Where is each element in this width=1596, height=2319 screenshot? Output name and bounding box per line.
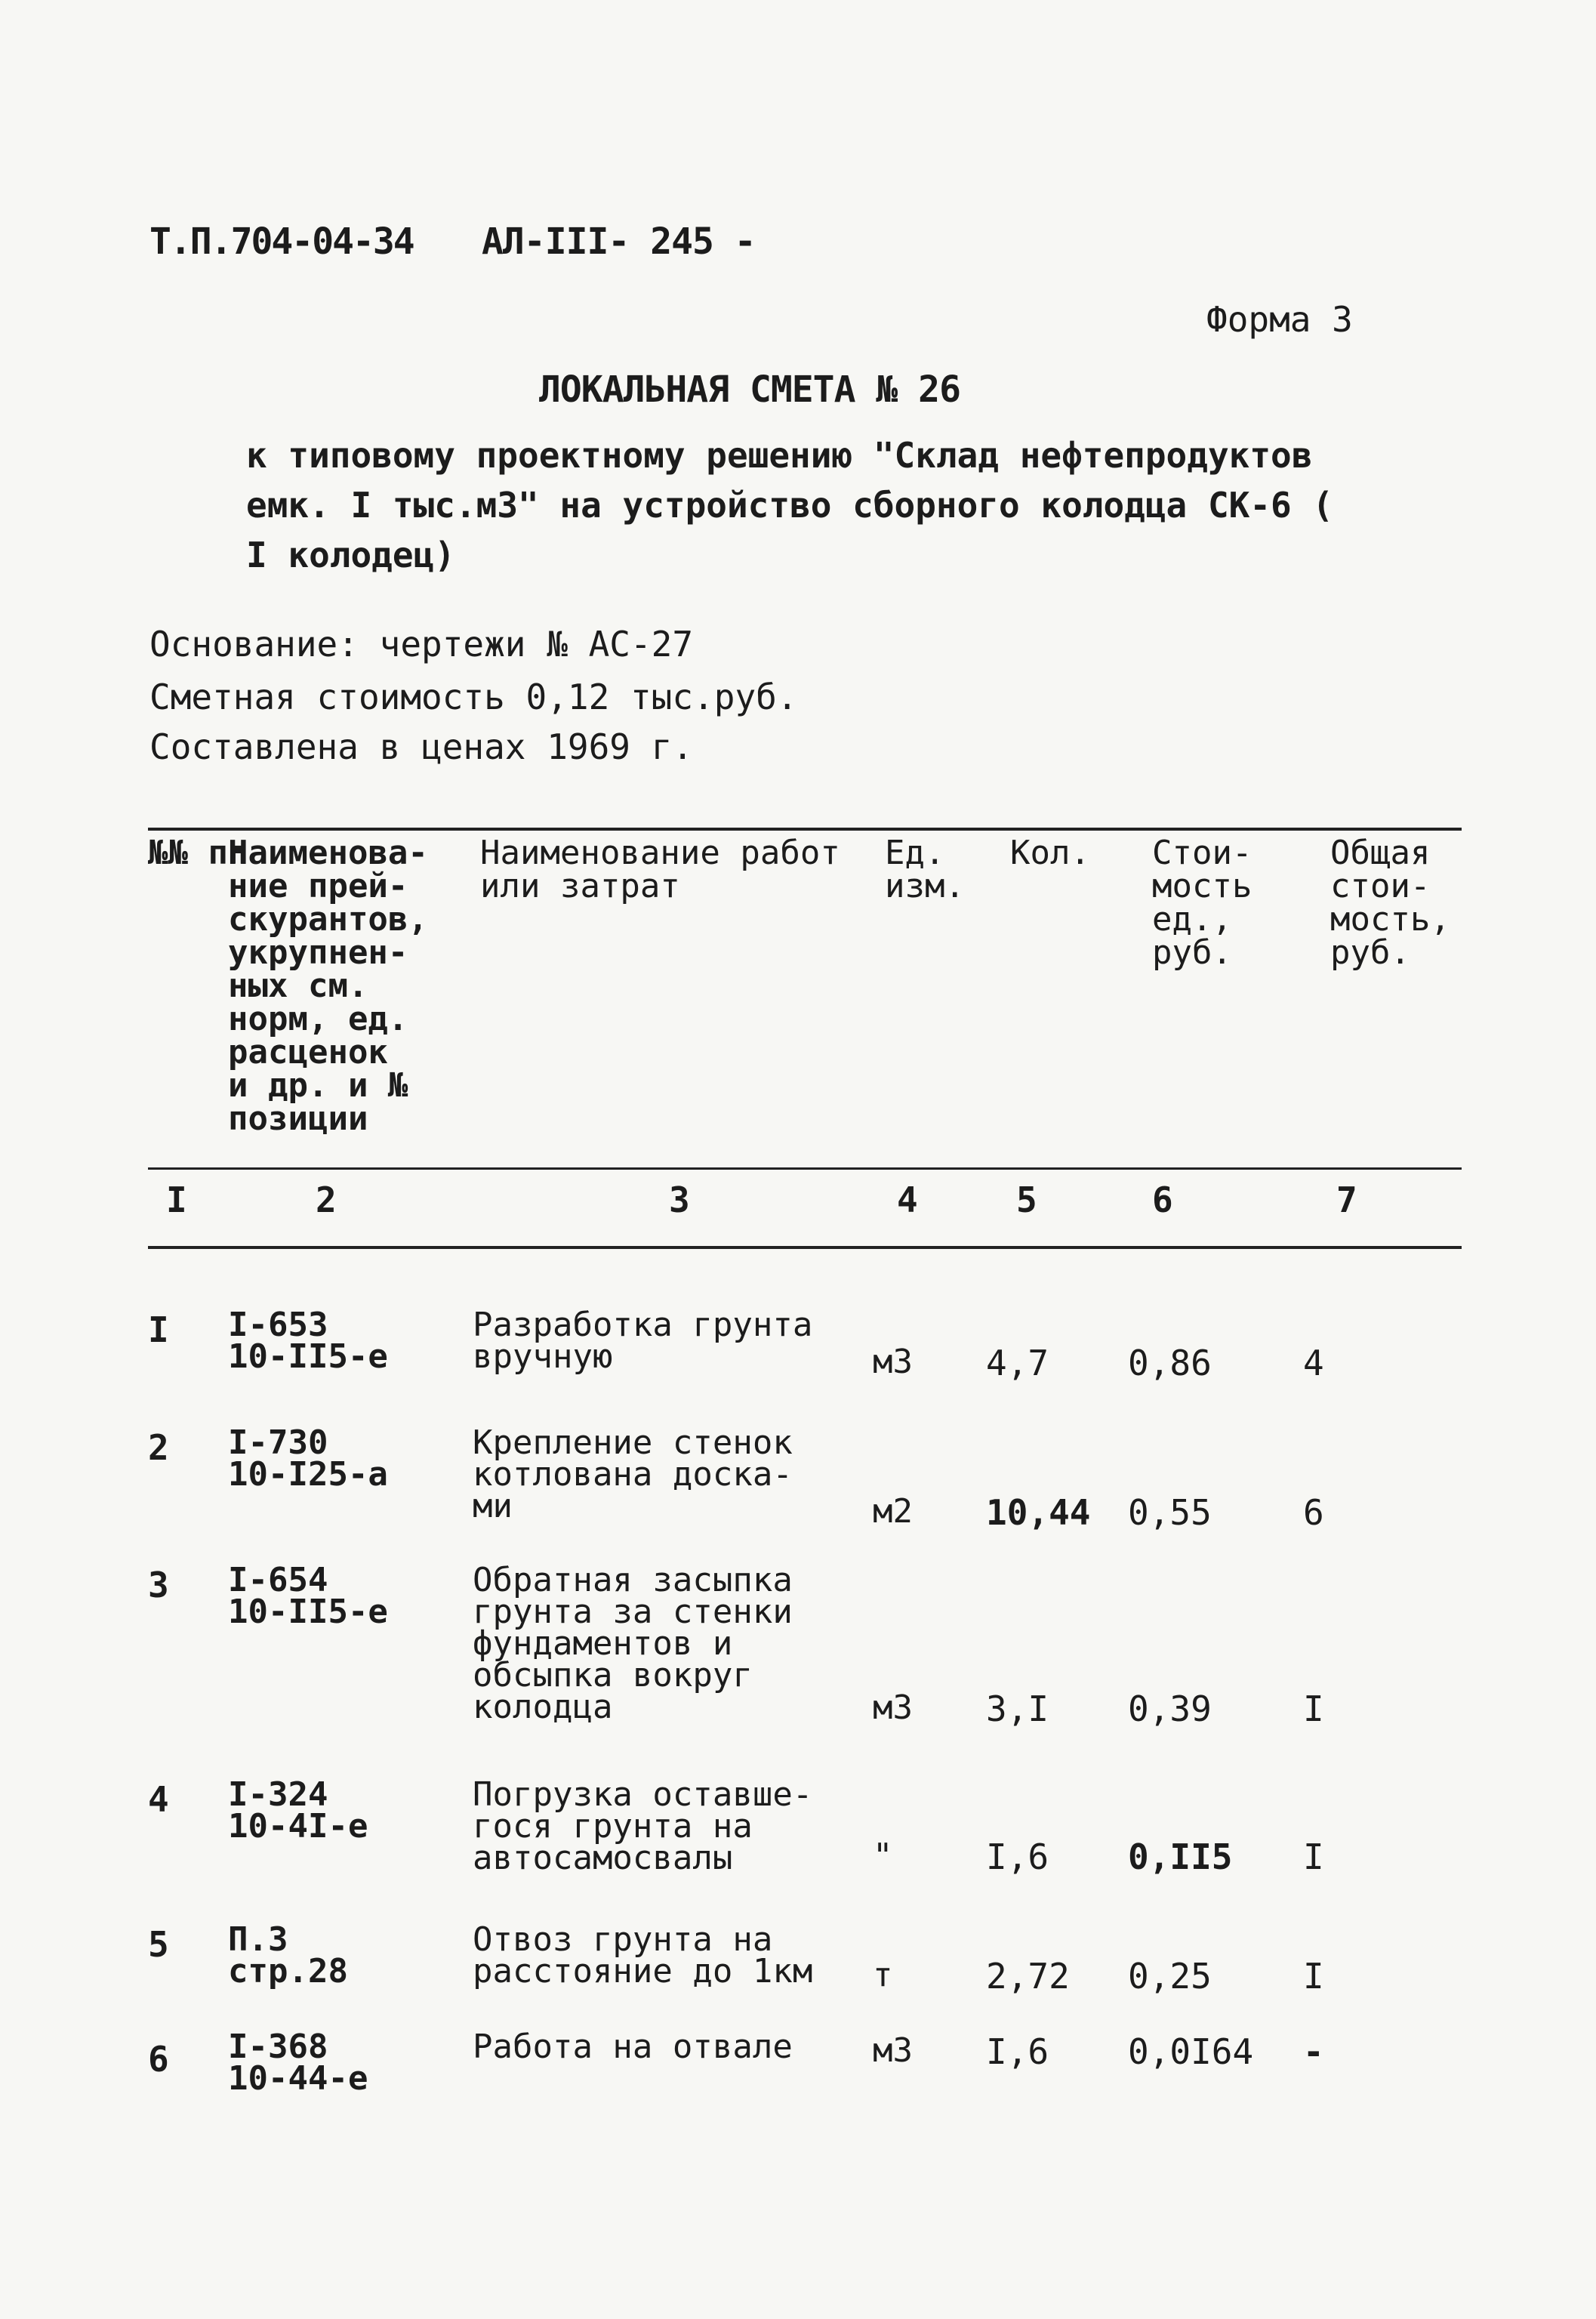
row-total-cost: - xyxy=(1303,2031,1324,2072)
row-unit: т xyxy=(873,1956,893,1994)
row-work-name: Разработка грунта вручную xyxy=(473,1306,813,1376)
row-number: I xyxy=(148,1309,169,1350)
row-unit: " xyxy=(873,1836,893,1875)
column-number-rule xyxy=(148,1246,1462,1249)
column-number-5: 5 xyxy=(1016,1180,1037,1220)
row-total-cost: 4 xyxy=(1303,1343,1324,1383)
row-work-name: Погрузка оставше- гося грунта на автосамосвалы xyxy=(473,1775,813,1877)
form-label: Форма 3 xyxy=(1206,299,1353,340)
document-title: ЛОКАЛЬНАЯ СМЕТА № 26 xyxy=(539,369,960,411)
row-unit: м3 xyxy=(873,1688,913,1727)
row-total-cost: I xyxy=(1303,1688,1324,1729)
row-quantity: I,6 xyxy=(986,2031,1049,2072)
row-work-name: Отвоз грунта на расстояние до 1км xyxy=(473,1920,813,1991)
header-col-6: Стои- мость ед., руб. xyxy=(1152,834,1252,972)
column-number-2: 2 xyxy=(316,1180,337,1220)
row-reference: П.3 стр.28 xyxy=(228,1920,348,1991)
column-number-3: 3 xyxy=(669,1180,690,1220)
row-unit: м3 xyxy=(873,1343,913,1381)
row-quantity: I,6 xyxy=(986,1836,1049,1877)
column-number-6: 6 xyxy=(1152,1180,1173,1220)
row-unit-cost: 0,39 xyxy=(1128,1688,1212,1729)
row-total-cost: 6 xyxy=(1303,1492,1324,1533)
row-number: 4 xyxy=(148,1779,169,1820)
header-col-1: №№ пп xyxy=(148,834,248,872)
row-work-name: Крепление стенок котлована доска- ми xyxy=(473,1423,793,1525)
row-number: 5 xyxy=(148,1924,169,1965)
row-unit: м3 xyxy=(873,2031,913,2070)
row-quantity: 10,44 xyxy=(986,1492,1091,1533)
row-quantity: 3,I xyxy=(986,1688,1049,1729)
column-number-7: 7 xyxy=(1336,1180,1357,1220)
header-col-4: Ед. изм. xyxy=(885,834,965,905)
row-number: 3 xyxy=(148,1565,169,1605)
row-reference: I-730 10-I25-а xyxy=(228,1423,388,1494)
header-col-2: Наименова- ние прей- скурантов, укрупнен- ных см. норм, ед. расценок и др. и № позиции xyxy=(228,834,428,1138)
column-number-4: 4 xyxy=(897,1180,918,1220)
document-code: Т.П.704-04-34 xyxy=(149,220,414,263)
sheet-number: АЛ-III- 245 - xyxy=(482,220,756,263)
header-bottom-rule xyxy=(148,1167,1462,1170)
document-subtitle: к типовому проектному решению "Склад нефтепродуктов емк. I тыс.м3" на устройство сборного колодца СК-6 ( I колодец) xyxy=(246,435,1334,575)
row-unit-cost: 0,86 xyxy=(1128,1343,1212,1383)
estimated-cost-line: Сметная стоимость 0,12 тыс.руб. xyxy=(149,677,798,717)
row-unit-cost: 0,25 xyxy=(1128,1956,1212,1997)
price-level-line: Составлена в ценах 1969 г. xyxy=(149,726,694,767)
table-top-rule xyxy=(148,828,1462,831)
row-work-name: Работа на отвале xyxy=(473,2028,793,2066)
column-number-1: I xyxy=(166,1180,187,1220)
row-quantity: 4,7 xyxy=(986,1343,1049,1383)
row-unit-cost: 0,55 xyxy=(1128,1492,1212,1533)
row-total-cost: I xyxy=(1303,1836,1324,1877)
row-unit-cost: 0,0I64 xyxy=(1128,2031,1254,2072)
row-reference: I-653 10-II5-е xyxy=(228,1306,388,1376)
row-reference: I-368 10-44-е xyxy=(228,2028,368,2098)
row-reference: I-324 10-4I-е xyxy=(228,1775,368,1846)
row-reference: I-654 10-II5-е xyxy=(228,1561,388,1631)
row-work-name: Обратная засыпка грунта за стенки фундаментов и обсыпка вокруг колодца xyxy=(473,1561,793,1726)
row-number: 2 xyxy=(148,1427,169,1468)
basis-line: Основание: чертежи № АС-27 xyxy=(149,624,694,665)
row-unit-cost: 0,II5 xyxy=(1128,1836,1233,1877)
row-unit: м2 xyxy=(873,1492,913,1531)
row-quantity: 2,72 xyxy=(986,1956,1070,1997)
header-col-3: Наименование работ или затрат xyxy=(480,834,840,905)
row-total-cost: I xyxy=(1303,1956,1324,1997)
header-col-5: Кол. xyxy=(1010,834,1090,872)
row-number: 6 xyxy=(148,2039,169,2080)
header-col-7: Общая стои- мость, руб. xyxy=(1330,834,1450,972)
